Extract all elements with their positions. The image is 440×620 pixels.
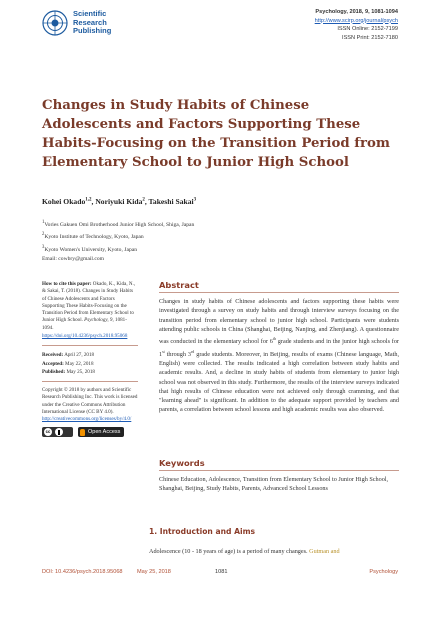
publisher-name-line2: Research (73, 17, 107, 27)
abstract-rule (159, 292, 399, 293)
intro-heading: 1. Introduction and Aims (149, 527, 256, 536)
published-label: Published: (42, 368, 66, 375)
footer-doi: DOI: 10.4236/psych.2018.95068 (42, 569, 123, 575)
affiliations (42, 218, 194, 265)
abstract-sup-th: th (272, 336, 277, 342)
publisher-name (73, 10, 111, 36)
publisher-name-line1: Scientific (73, 9, 107, 19)
publication-dates (42, 351, 138, 376)
cc-by-badge[interactable] (42, 427, 73, 437)
how-to-cite-text: Okado, K., Kida, N., & Sakai, T. (2018). Changes in Study Habits of Chinese Adolescents and Factors Supporting These Habits-Focusing on the Transition Period from Elementary School to Junior High School. (42, 281, 136, 324)
copyright-notice (42, 387, 138, 423)
footer-journal: Psychology (369, 569, 398, 575)
scirp-logo-icon (42, 10, 68, 36)
publisher-logo (42, 10, 111, 36)
author-2-affil: 2 (142, 197, 145, 203)
abstract-text-3: through 3 (164, 350, 191, 358)
abstract-body (159, 297, 399, 415)
intro-text: Adolescence (10 - 18 years of age) is a period of many changes. (149, 548, 310, 555)
affiliation-2-num: 2 (42, 232, 45, 238)
affiliation-2 (42, 230, 194, 242)
intro-body (149, 547, 399, 556)
affiliation-3 (42, 243, 194, 255)
how-to-cite-pages: 1081-1094. (42, 317, 127, 331)
sidebar-divider (42, 345, 138, 346)
author-3: , Takeshi Sakai (144, 197, 194, 206)
corresponding-email[interactable]: Email: cowbry@gmail.com (42, 256, 105, 263)
paper-title: Changes in Study Habits of Chinese Adolescents and Factors Supporting These Habits-Focusing on the Transition Period from Elementary School to Junior High School (42, 98, 390, 170)
publisher-name-line3: Publishing (73, 26, 112, 36)
issn-online: ISSN Online: 2152-7199 (337, 26, 398, 33)
author-1: Kohei Okado (42, 197, 86, 206)
abstract-heading: Abstract (159, 280, 199, 290)
affiliation-1-num: 1 (42, 220, 45, 225)
keywords-body: Chinese Education, Adolescence, Transition from Elementary School to Junior High School, Shanghai, Beijing, Study Habits, Parents, Advanced School Lessons (159, 476, 389, 493)
abstract-text-1: Changes in study habits of Chinese adolescents and factors supporting these habits were investigated through a survey on study habits and through interview surveys focusing on the transition period from elementary school to junior high school. Participants were students attending public schools in China (Shanghai, Beijing, Nanjing, and Zhenjiang). A questionnaire was conducted in the elementary school for 6 (159, 298, 399, 346)
open-access-label: Open Access (88, 429, 121, 436)
published-date (42, 368, 138, 376)
by-icon (55, 428, 63, 436)
footer-page-number: 1081 (215, 569, 228, 575)
how-to-cite-label: How to cite this paper: (42, 281, 92, 287)
author-1-affil: 1,2 (85, 197, 92, 203)
doi-link[interactable]: https://doi.org/10.4236/psych.2018.95068 (42, 333, 128, 340)
open-access-lock-icon (80, 429, 85, 436)
received-value: April 27, 2018 (63, 352, 95, 359)
affiliation-1 (42, 218, 194, 230)
sidebar-divider-2 (42, 381, 138, 382)
accepted-value: May 22, 2018 (63, 360, 94, 367)
published-value: May 25, 2018 (65, 368, 95, 375)
author-3-affil: 3 (193, 197, 197, 203)
journal-info (315, 8, 398, 42)
affiliation-1-text: Vories Gakuen Omi Brotherhood Junior High School, Shiga, Japan (44, 221, 195, 228)
received-label: Received: (42, 352, 64, 359)
journal-citation: Psychology, 2018, 9, 1081-1094 (315, 9, 398, 15)
copyright-text: Copyright © 2018 by authors and Scientific Research Publishing Inc. This work is licensed under the Creative Commons Attribution International License (CC BY 4.0). (42, 386, 138, 415)
abstract-text-4: grade students. Moreover, in Beijing, results of exams (Chinese language, Math, English) were collected. The results indicated a high correlation between study habits and academic results. And, a decline in study habits of students from elementary to junior high school was not observed in this study. Furthermore, the results of the interview surveys indicated that high results of Chinese education were not achieved only through cramming, and that "learning ahead" is significant. In addition to the adequate support provided by teachers and parents, a correlation between school lessons and high academic results was also observed. (159, 350, 399, 414)
article-sidebar (42, 281, 138, 437)
affiliation-3-text: Kyoto Women's University, Kyoto, Japan (44, 246, 138, 253)
accepted-label: Accepted: (42, 360, 64, 367)
abstract-text-2: grade students and in the junior high schools for 1 (159, 338, 399, 358)
footer-date: May 25, 2018 (137, 569, 171, 575)
author-list (42, 197, 196, 206)
author-2: , Noriyuki Kida (91, 197, 143, 206)
keywords-heading: Keywords (159, 458, 205, 468)
accepted-date (42, 360, 138, 368)
received-date (42, 351, 138, 359)
issn-print: ISSN Print: 2152-7180 (342, 34, 398, 41)
how-to-cite (42, 281, 138, 340)
license-badges (42, 427, 138, 437)
cc-icon: cc (45, 429, 51, 435)
how-to-cite-journal: Psychology, 9, (84, 317, 114, 324)
abstract-sup-st: st (162, 348, 165, 354)
journal-url-link[interactable]: http://www.scirp.org/journal/psych (314, 17, 398, 24)
keywords-rule (159, 470, 399, 471)
abstract-sup-rd: rd (190, 348, 195, 354)
affiliation-3-num: 3 (42, 244, 45, 250)
open-access-badge[interactable] (78, 427, 124, 437)
affiliation-2-text: Kyoto Institute of Technology, Kyoto, Japan (44, 234, 144, 241)
license-link[interactable]: http://creativecommons.org/licenses/by/4.0/ (42, 416, 132, 423)
intro-reference-link[interactable]: Gutman and (309, 548, 340, 555)
